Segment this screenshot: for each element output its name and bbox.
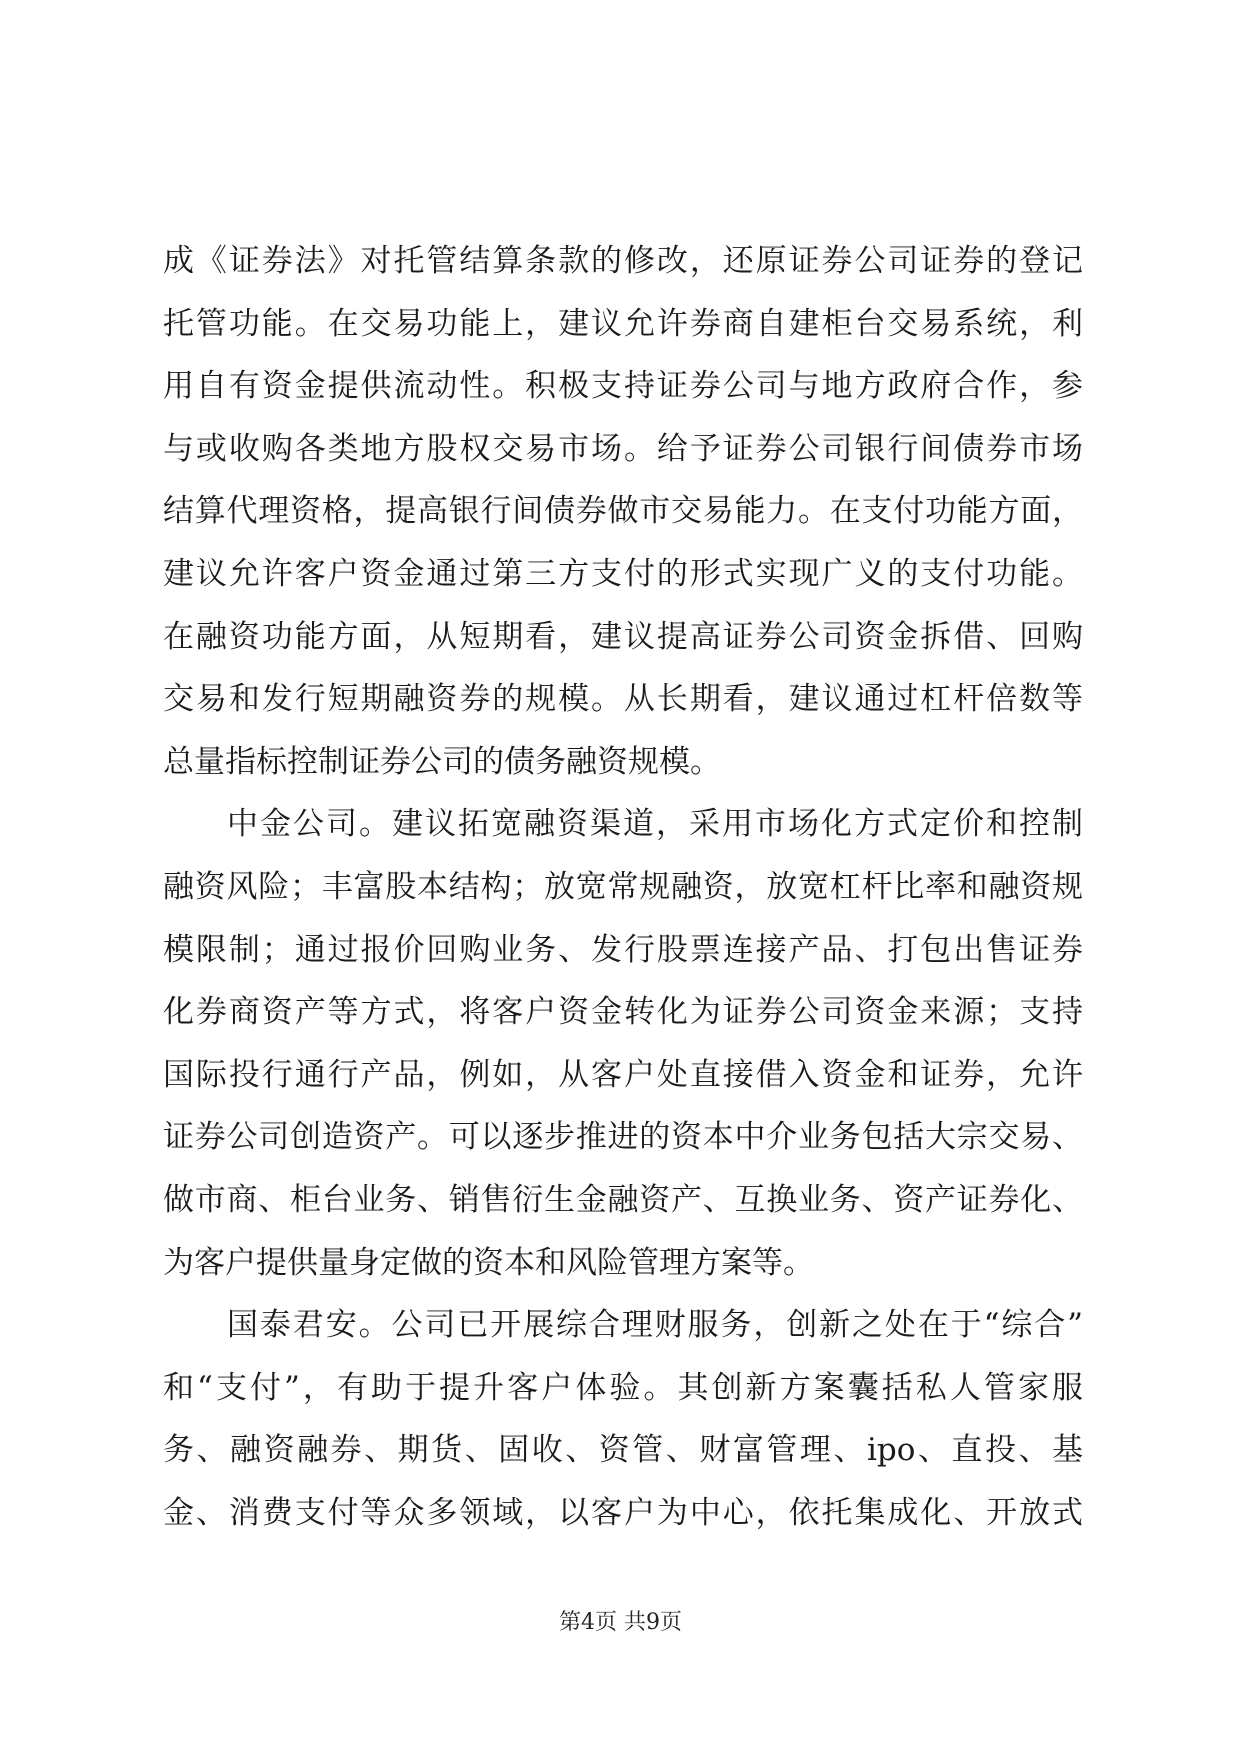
text-line: 金、消费支付等众多领域，以客户为中心，依托集成化、开放式 [163, 1494, 1083, 1531]
text-line: 与或收购各类地方股权交易市场。给予证券公司银行间债券市场 [163, 430, 1083, 467]
text-line: 国泰君安。公司已开展综合理财服务，创新之处在于“综合” [227, 1307, 1083, 1344]
text-line: 中金公司。建议拓宽融资渠道，采用市场化方式定价和控制 [227, 806, 1083, 843]
text-line: 化券商资产等方式，将客户资金转化为证券公司资金来源；支持 [163, 994, 1083, 1031]
text-line: 为客户提供量身定做的资本和风险管理方案等。 [163, 1244, 814, 1281]
text-line: 在融资功能方面，从短期看，建议提高证券公司资金拆借、回购 [163, 618, 1083, 655]
text-line: 结算代理资格，提高银行间债券做市交易能力。在支付功能方面， [163, 493, 1083, 530]
text-line: 交易和发行短期融资券的规模。从长期看，建议通过杠杆倍数等 [163, 681, 1083, 718]
text-line: 总量指标控制证券公司的债务融资规模。 [163, 743, 721, 780]
text-line: 融资风险；丰富股本结构；放宽常规融资，放宽杠杆比率和融资规 [163, 868, 1083, 905]
page-footer: 第4页 共9页 [559, 1610, 682, 1635]
body-text [163, 230, 1083, 1544]
text-line: 建议允许客户资金通过第三方支付的形式实现广义的支付功能。 [163, 555, 1083, 592]
text-line: 成《证券法》对托管结算条款的修改，还原证券公司证券的登记 [163, 243, 1083, 279]
text-line: 托管功能。在交易功能上，建议允许券商自建柜台交易系统，利 [163, 305, 1083, 342]
text-line: 做市商、柜台业务、销售衍生金融资产、互换业务、资产证券化、 [163, 1181, 1083, 1218]
text-line: 务、融资融券、期货、固收、资管、财富管理、ipo、直投、基 [163, 1432, 1083, 1469]
text-line: 国际投行通行产品，例如，从客户处直接借入资金和证券，允许 [163, 1056, 1083, 1093]
text-line: 和“支付”，有助于提升客户体验。其创新方案囊括私人管家服 [163, 1369, 1083, 1406]
text-line: 模限制；通过报价回购业务、发行股票连接产品、打包出售证券 [163, 931, 1083, 968]
text-line: 证券公司创造资产。可以逐步推进的资本中介业务包括大宗交易、 [163, 1119, 1083, 1156]
text-line: 用自有资金提供流动性。积极支持证券公司与地方政府合作，参 [163, 368, 1083, 405]
